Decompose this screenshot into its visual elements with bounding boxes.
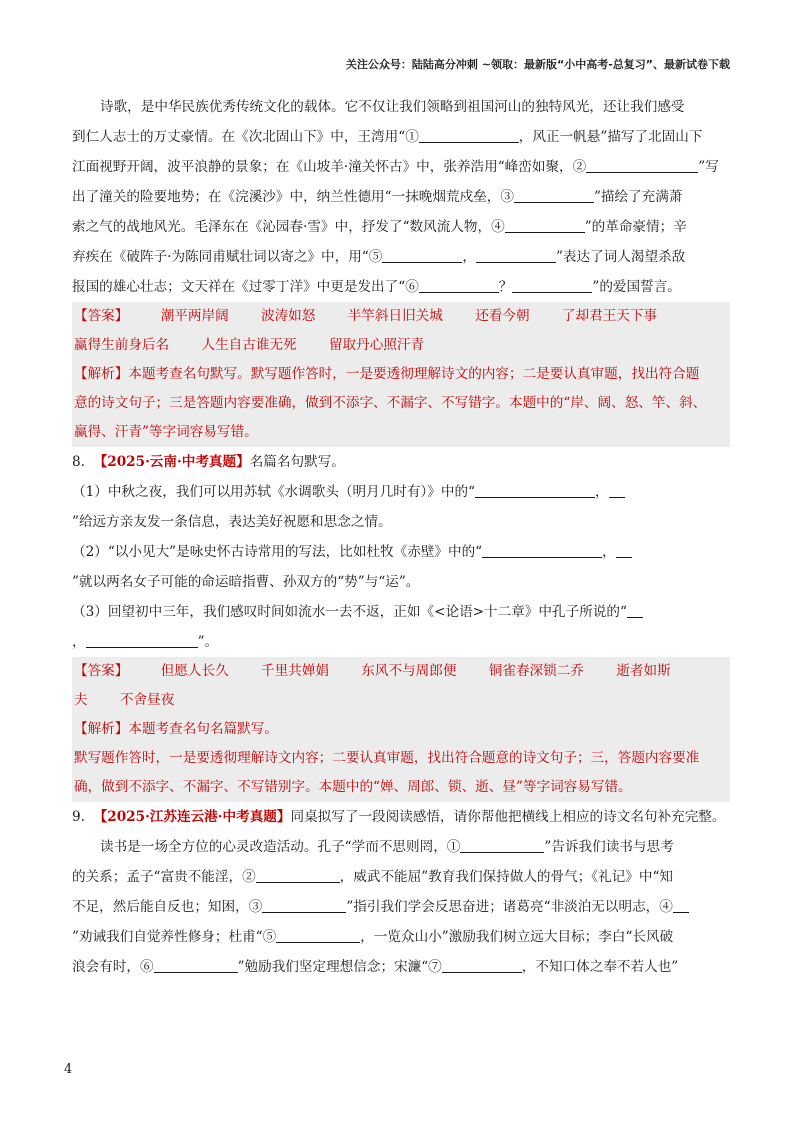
answer-blank[interactable] xyxy=(256,868,340,883)
answer-blank[interactable] xyxy=(514,188,594,203)
question-item: ”给远方亲友发一条信息，表达美好祝愿和思念之情。 xyxy=(72,514,392,530)
answer-blank[interactable] xyxy=(616,543,632,558)
q7-answer-box xyxy=(72,302,730,447)
answer-blank[interactable] xyxy=(586,158,698,173)
q9 xyxy=(72,802,730,982)
answer-blank[interactable] xyxy=(627,603,643,618)
answer-line: 赢得生前身后名 人生自古谁无死 留取丹心照汗青 xyxy=(74,337,425,353)
page-header: 关注公众号：陆陆高分冲刺 ~领取：最新版“小中高考-总复习”、最新试卷下载 xyxy=(345,58,730,71)
text-line: 不足，然后能自反也；知困，③ ”指引我们学会反思奋进；诸葛亮“非淡泊无以明志，④ xyxy=(72,892,730,922)
answer-blank[interactable] xyxy=(609,483,625,498)
text-line: 江面视野开阔，波平浪静的景象；在《山坡羊·潼关怀古》中，张养浩用“峰峦如聚，② ”写 xyxy=(72,159,719,175)
answer-blank[interactable] xyxy=(476,248,556,263)
answer-blank[interactable] xyxy=(86,633,198,648)
answer-blank[interactable] xyxy=(154,958,238,973)
page-number: 4 xyxy=(64,1062,73,1077)
answer-blank[interactable] xyxy=(512,278,592,293)
answer-blank[interactable] xyxy=(419,278,499,293)
question-item: （3）回望初中三年，我们感叹时间如流水一去不返，正如《<论语>十二章》中孔子所说的“ xyxy=(72,597,730,627)
answer-blank[interactable] xyxy=(276,928,360,943)
text-line: 到仁人志士的万丈豪情。在《次北固山下》中，王湾用“① ，风正一帆悬”描写了北固山下 xyxy=(72,129,703,145)
answer-blank[interactable] xyxy=(419,128,519,143)
text-line: ”劝诫我们自觉养性修身；杜甫“⑤ ，一览众山小”激励我们树立远大目标；李白“长风破 xyxy=(72,929,674,945)
q8 xyxy=(72,447,730,657)
analysis-line: 默写题作答时，一是要透彻理解诗文内容；二要认真审题，找出符合题意的诗文句子；三，答题内容要准 xyxy=(74,750,700,766)
analysis-line: 【解析】本题考查名句名篇默写。 xyxy=(74,721,278,737)
question-item: ”就以两名女子可能的命运暗指曹、孙双方的“势”与“运”。 xyxy=(72,574,420,590)
question-item: ， ”。 xyxy=(72,634,219,650)
question-item: （1）中秋之夜，我们可以用苏轼《水调歌头（明月几时有）》中的“ ， xyxy=(72,477,730,507)
text-line: 浪会有时，⑥ ”勉励我们坚定理想信念；宋濂“⑦ ，不知口体之奉不若人也” xyxy=(72,959,679,975)
answer-blank[interactable] xyxy=(475,483,595,498)
question-item: （2）“以小见大”是咏史怀古诗常用的写法，比如杜牧《赤壁》中的“ ， xyxy=(72,537,730,567)
analysis-line: 意的诗文句子；三是答题内容要准确，做到不添字、不漏字、不写错字。本题中的“岸、阔、怒、竿、斜、 xyxy=(74,395,707,411)
text-line: 出了潼关的险要地势；在《浣溪沙》中，纳兰性德用“一抹晚烟荒戍垒，③ ”描绘了充满萧 xyxy=(72,189,683,205)
q7-passage xyxy=(72,92,730,302)
analysis-line: 确，做到不添字、不漏字、不写错别字。本题中的“婵、周郎、锁、逝、昼”等字词容易写错。 xyxy=(74,779,632,795)
analysis-line: 赢得、汗青”等字词容易写错。 xyxy=(74,424,258,440)
answer-blank[interactable] xyxy=(482,543,602,558)
text-line: 的关系；孟子“富贵不能淫，② ，威武不能屈”教育我们保持做人的骨气；《礼记》中“知 xyxy=(72,869,674,885)
answer-blank[interactable] xyxy=(505,218,585,233)
page-content xyxy=(72,92,730,982)
answer-line: 【答案】 但愿人长久 千里共婵娟 东风不与周郎便 铜雀春深锁二乔 逝者如斯 xyxy=(74,663,671,679)
q8-answer-box xyxy=(72,657,730,802)
text-line: 报国的雄心壮志；文天祥在《过零丁洋》中更是发出了“⑥ ？ ”的爱国誓言。 xyxy=(72,279,681,295)
answer-line: 夫 不舍昼夜 xyxy=(74,692,175,708)
answer-blank[interactable] xyxy=(673,898,689,913)
question-title: 9. 【2025·江苏连云港·中考真题】同桌拟写了一段阅读感悟，请你帮他把横线上相应的诗文名句补充完整。 xyxy=(72,809,726,825)
text-line: 诗歌，是中华民族优秀传统文化的载体。它不仅让我们领略到祖国河山的独特风光，还让我们感受 xyxy=(100,99,685,115)
answer-line: 【答案】 潮平两岸阔 波涛如怒 半竿斜日旧关城 还看今朝 了却君王天下事 xyxy=(74,308,658,324)
analysis-line: 【解析】本题考查名句默写。默写题作答时，一是要透彻理解诗文的内容；二是要认真审题，找出符合题 xyxy=(74,366,700,382)
question-title: 8. 【2025·云南·中考真题】名篇名句默写。 xyxy=(72,454,345,470)
answer-blank[interactable] xyxy=(460,838,544,853)
text-line: 索之气的战地风光。毛泽东在《沁园春·雪》中，抒发了“数风流人物，④ ”的革命豪情；辛 xyxy=(72,219,687,235)
answer-blank[interactable] xyxy=(262,898,346,913)
text-line: 读书是一场全方位的心灵改造活动。孔子“学而不思则罔，① ”告诉我们读书与思考 xyxy=(100,839,674,855)
answer-blank[interactable] xyxy=(442,958,522,973)
answer-blank[interactable] xyxy=(382,248,462,263)
text-line: 弃疾在《破阵子·为陈同甫赋壮词以寄之》中，用“⑤ ， ”表达了词人渴望杀敌 xyxy=(72,249,686,265)
